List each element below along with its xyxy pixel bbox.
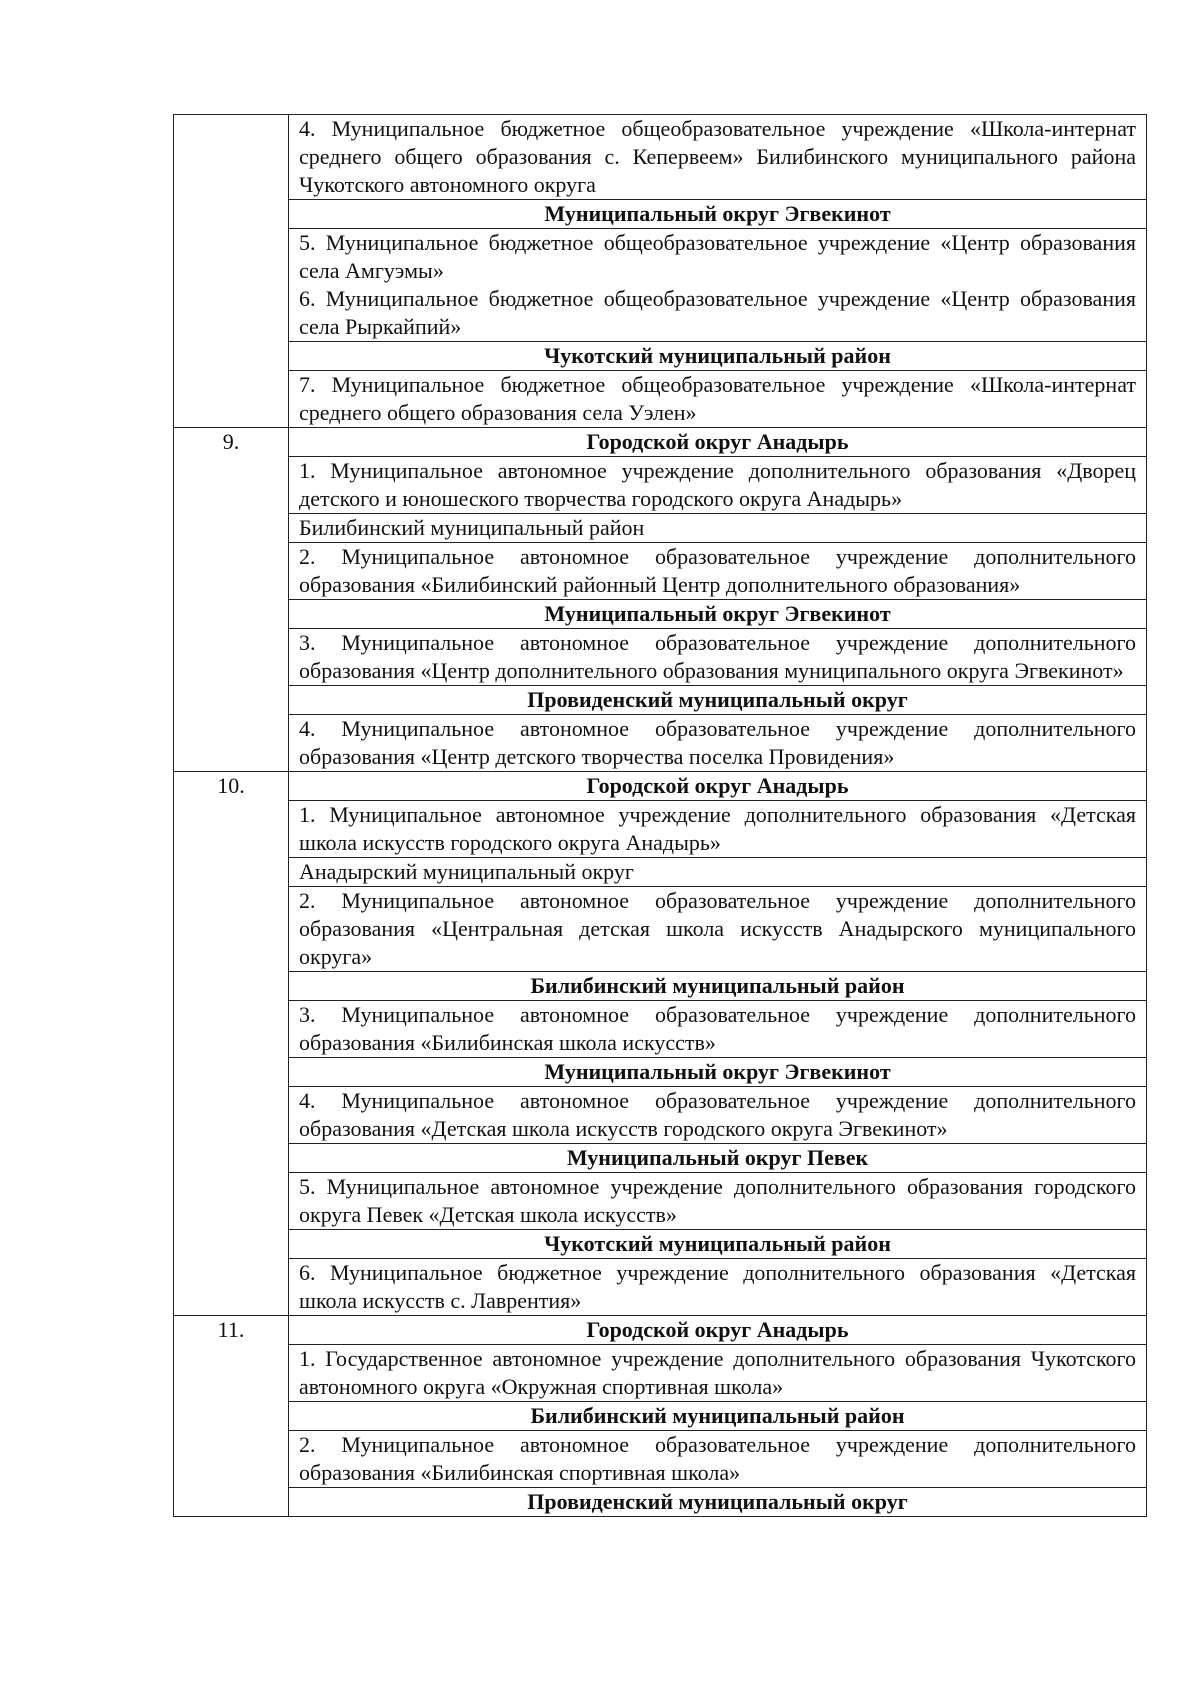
table-row <box>174 972 1147 1001</box>
table-row <box>174 772 1147 801</box>
table-row <box>174 1488 1147 1517</box>
institution-cell <box>289 1173 1147 1230</box>
institution-cell <box>289 229 1147 342</box>
institution-cell <box>289 1001 1147 1058</box>
institution-entry: 4. Муниципальное автономное образовательное учреждение дополнительного образования «Центр детского творчества поселка Провидения» <box>299 716 1136 769</box>
section-number: 11. <box>174 1316 289 1517</box>
institutions-table <box>173 114 1147 1517</box>
institution-entry: 2. Муниципальное автономное образовательное учреждение дополнительного образования «Центральная детская школа искусств Анадырского муниципального округа» <box>299 888 1136 969</box>
table-row <box>174 629 1147 686</box>
institution-cell <box>289 715 1147 772</box>
district-heading: Городской округ Анадырь <box>289 772 1147 801</box>
table-row <box>174 715 1147 772</box>
table-row <box>174 115 1147 200</box>
table-row <box>174 1431 1147 1488</box>
table-row <box>174 1230 1147 1259</box>
institution-entry: 6. Муниципальное бюджетное общеобразовательное учреждение «Центр образования села Рыркайпий» <box>299 286 1136 339</box>
table-row <box>174 801 1147 858</box>
institution-entry: 2. Муниципальное автономное образовательное учреждение дополнительного образования «Билибинская спортивная школа» <box>299 1432 1136 1485</box>
institution-cell <box>289 457 1147 514</box>
institution-entry: 1. Муниципальное автономное учреждение дополнительного образования «Дворец детского и юношеского творчества городского округа Анадырь» <box>299 458 1136 511</box>
institution-cell <box>289 115 1147 200</box>
district-heading: Билибинский муниципальный район <box>289 1402 1147 1431</box>
institution-entry: 6. Муниципальное бюджетное учреждение дополнительного образования «Детская школа искусств с. Лаврентия» <box>299 1260 1136 1313</box>
institution-entry: 7. Муниципальное бюджетное общеобразовательное учреждение «Школа-интернат среднего общего образования села Уэлен» <box>299 372 1136 425</box>
district-heading: Муниципальный округ Эгвекинот <box>289 600 1147 629</box>
institution-entry: 5. Муниципальное бюджетное общеобразовательное учреждение «Центр образования села Амгуэмы» <box>299 230 1136 283</box>
table-row <box>174 342 1147 371</box>
institution-cell <box>289 1431 1147 1488</box>
table-row <box>174 1144 1147 1173</box>
table-row <box>174 1058 1147 1087</box>
district-heading: Провиденский муниципальный округ <box>289 686 1147 715</box>
institution-entry: 1. Государственное автономное учреждение дополнительного образования Чукотского автономного округа «Окружная спортивная школа» <box>299 1346 1136 1399</box>
institution-cell <box>289 1345 1147 1402</box>
institution-entry: 3. Муниципальное автономное образовательное учреждение дополнительного образования «Билибинская школа искусств» <box>299 1002 1136 1055</box>
institution-cell <box>289 543 1147 600</box>
table-row <box>174 1316 1147 1345</box>
table-row <box>174 371 1147 428</box>
section-number: 9. <box>174 428 289 772</box>
institution-cell <box>289 371 1147 428</box>
document-page <box>173 114 1146 1517</box>
table-row <box>174 858 1147 887</box>
district-heading: Чукотский муниципальный район <box>289 1230 1147 1259</box>
district-heading: Билибинский муниципальный район <box>289 972 1147 1001</box>
table-row <box>174 200 1147 229</box>
institutions-table-body <box>174 115 1147 1517</box>
table-row <box>174 1402 1147 1431</box>
table-row <box>174 887 1147 972</box>
table-row <box>174 514 1147 543</box>
district-label: Билибинский муниципальный район <box>289 514 1147 543</box>
institution-cell <box>289 1259 1147 1316</box>
table-row <box>174 1087 1147 1144</box>
section-number: 10. <box>174 772 289 1316</box>
district-heading: Городской округ Анадырь <box>289 428 1147 457</box>
institution-cell <box>289 801 1147 858</box>
table-row <box>174 1001 1147 1058</box>
table-row <box>174 1173 1147 1230</box>
table-row <box>174 686 1147 715</box>
table-row <box>174 457 1147 514</box>
district-heading: Муниципальный округ Певек <box>289 1144 1147 1173</box>
district-heading: Чукотский муниципальный район <box>289 342 1147 371</box>
section-number <box>174 115 289 428</box>
institution-entry: 4. Муниципальное автономное образовательное учреждение дополнительного образования «Детская школа искусств городского округа Эгвекинот» <box>299 1088 1136 1141</box>
district-label: Анадырский муниципальный округ <box>289 858 1147 887</box>
table-row <box>174 229 1147 342</box>
district-heading: Муниципальный округ Эгвекинот <box>289 200 1147 229</box>
table-row <box>174 600 1147 629</box>
district-heading: Муниципальный округ Эгвекинот <box>289 1058 1147 1087</box>
institution-entry: 1. Муниципальное автономное учреждение дополнительного образования «Детская школа искусств городского округа Анадырь» <box>299 802 1136 855</box>
institution-cell <box>289 887 1147 972</box>
institution-entry: 2. Муниципальное автономное образовательное учреждение дополнительного образования «Билибинский районный Центр дополнительного образования» <box>299 544 1136 597</box>
institution-entry: 4. Муниципальное бюджетное общеобразовательное учреждение «Школа-интернат среднего общего образования с. Кепервеем» Билибинского муниципального района Чукотского автономного округа <box>299 116 1136 197</box>
district-heading: Городской округ Анадырь <box>289 1316 1147 1345</box>
table-row <box>174 1345 1147 1402</box>
institution-entry: 5. Муниципальное автономное учреждение дополнительного образования городского округа Певек «Детская школа искусств» <box>299 1174 1136 1227</box>
district-heading: Провиденский муниципальный округ <box>289 1488 1147 1517</box>
institution-cell <box>289 629 1147 686</box>
table-row <box>174 543 1147 600</box>
institution-entry: 3. Муниципальное автономное образовательное учреждение дополнительного образования «Центр дополнительного образования муниципального округа Эгвекинот» <box>299 630 1136 683</box>
table-row <box>174 1259 1147 1316</box>
table-row <box>174 428 1147 457</box>
institution-cell <box>289 1087 1147 1144</box>
